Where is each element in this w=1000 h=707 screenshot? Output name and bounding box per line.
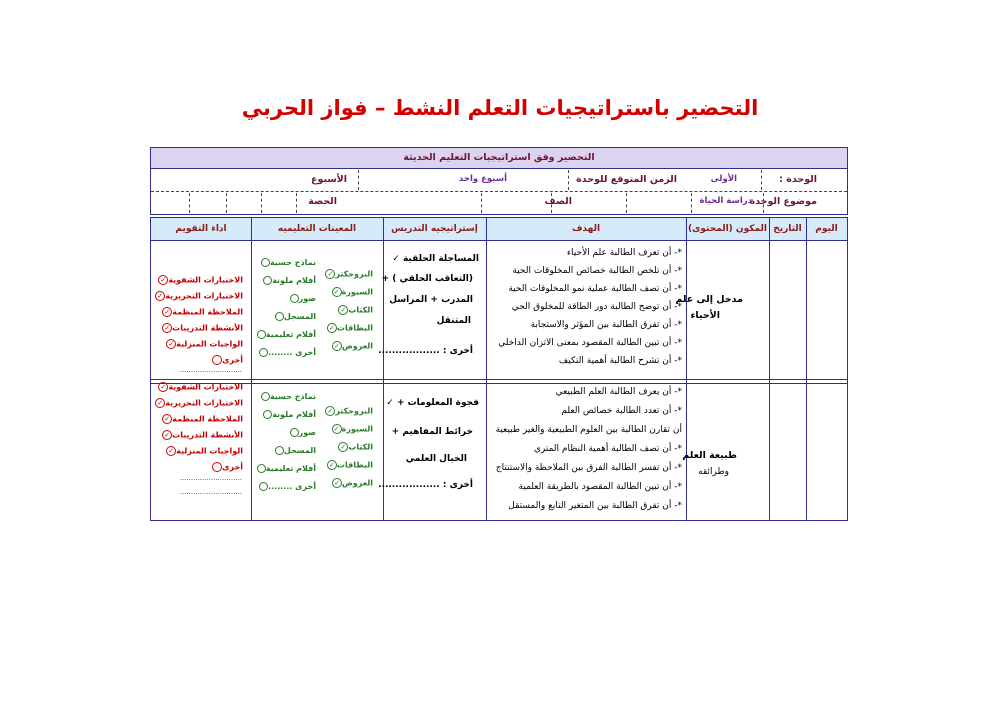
unit-value: الأولى (710, 174, 737, 184)
separator (481, 193, 482, 213)
goal-item: *- أن تعرف الطالبة علم الأحياء (566, 248, 682, 258)
aid-item: البطاقات✓ (324, 460, 373, 470)
col-border (769, 218, 770, 520)
eval-dots: ............................ (179, 474, 242, 482)
lesson-plan-table (150, 217, 848, 521)
eval-item: الواجبات المنزلية✓ (163, 339, 243, 349)
eval-dots: ............................ (179, 488, 242, 496)
separator (568, 170, 569, 190)
row-border (151, 383, 847, 384)
banner: التحضير وفق استراتيجيات التعليم الحديثة (151, 148, 847, 169)
unit-info-box (150, 147, 848, 215)
unit-label: الوحدة : (779, 174, 817, 185)
col-border (486, 218, 487, 520)
aid-item: السبورة✓ (329, 287, 374, 297)
separator (691, 193, 692, 213)
aid-item: أخرى ........ (256, 348, 316, 357)
col-evaluation: اداء التقويم (151, 218, 251, 241)
aid-item: البطاقات✓ (324, 323, 373, 333)
col-component: المكون (المحتوى) (686, 218, 769, 241)
separator (226, 193, 227, 213)
aid-item: السبورة✓ (329, 424, 374, 434)
aid-item: صور (287, 428, 316, 437)
eval-item: الأنشطة التدريبات✓ (159, 430, 243, 440)
aid-item: المسجل (272, 446, 316, 455)
goal-item: *- أن تعدد الطالبة خصائص العلم (561, 406, 682, 416)
component-text: مدخل إلى علم (675, 294, 743, 305)
separator (358, 170, 359, 190)
goal-item: *- أن تشرح الطالبة أهمية التكيف (558, 356, 682, 366)
separator (296, 193, 297, 213)
component-text: وطرائقه (698, 467, 729, 477)
aid-item: أفلام ملونة (260, 276, 316, 285)
col-border (251, 218, 252, 520)
aid-item: أفلام تعليمية (254, 330, 316, 339)
aid-item: نماذج حسية (258, 258, 316, 267)
aid-item: نماذج حسية (258, 392, 316, 401)
separator (763, 193, 764, 213)
separator (761, 170, 762, 190)
topic-label: موضوع الوحدة (749, 196, 817, 207)
separator (626, 193, 627, 213)
aid-item: صور (287, 294, 316, 303)
eval-item: الاختبارات الشفوية✓ (155, 382, 243, 392)
aid-item: المسجل (272, 312, 316, 321)
page-title: التحضير باستراتيجيات التعلم النشط – فواز الحربي (241, 96, 759, 120)
strategy-other: أخرى : .................. (378, 346, 473, 356)
goal-item: *- أن تصف الطالبة عملية نمو المخلوقات الحية (508, 284, 682, 294)
eval-item: الاختبارات التحريرية✓ (152, 291, 243, 301)
goal-item: *- أن تفرق الطالبة بين المتغير التابع والمستقل (508, 501, 682, 511)
goal-item: *- أن تبين الطالبة المقصود بالطريقة العلمية (518, 482, 682, 492)
strategy-line: المتنقل (436, 316, 471, 326)
aid-item: الكتاب✓ (335, 305, 373, 315)
strategy-line: فجوة المعلومات + ✓ (386, 398, 479, 408)
strategy-line: المساجلة الحلقية ✓ (392, 254, 479, 264)
strategy-line: خرائط المفاهيم + (391, 427, 473, 437)
eval-item: أخرى (209, 355, 243, 365)
goal-item: *- أن توضح الطالبة دور الطاقة للمخلوق الحي (511, 302, 682, 312)
goal-item: *- أن يعرف الطالبة العلم الطبيعي (555, 387, 682, 397)
aid-item: الكتاب✓ (335, 442, 373, 452)
goal-item: *- أن تلخص الطالبة خصائص المخلوقات الحية (512, 266, 682, 276)
eval-item: الاختبارات الشفوية✓ (155, 275, 243, 285)
col-goal: الهدف (486, 218, 686, 241)
col-date: التاريخ (769, 218, 806, 241)
eval-dots: ............................ (179, 366, 242, 374)
col-aids: المعينات التعليميه (251, 218, 383, 241)
goal-item: *- أن تفرق الطالبة بين المؤثر والاستجابة (530, 320, 682, 330)
eval-item: الاختبارات التحريرية✓ (152, 398, 243, 408)
strategy-line: المدرب + المراسل (389, 295, 473, 305)
aid-item: أخرى ........ (256, 482, 316, 491)
goal-item: *- أن تفسر الطالبة الفرق بين الملاحظة والاستنتاج (495, 463, 682, 473)
aid-item: العروض✓ (329, 478, 373, 488)
separator (189, 193, 190, 213)
time-label: الزمن المتوقع للوحدة (576, 174, 677, 185)
aid-item: أفلام تعليمية (254, 464, 316, 473)
goal-item: *- أن تصف الطالبة أهمية النظام المتري (533, 444, 682, 454)
strategy-line: الخيال العلمي (405, 454, 467, 464)
eval-item: الأنشطة التدريبات✓ (159, 323, 243, 333)
component-text: الأحياء (690, 310, 720, 321)
time-value: أسبوع واحد (458, 174, 507, 184)
strategy-other: أخرى : .................. (378, 480, 473, 490)
goal-item: *- أن تبين الطالبة المقصود بمعنى الاتزان الداخلي (498, 338, 682, 348)
separator (261, 193, 262, 213)
aid-item: أفلام ملونة (260, 410, 316, 419)
eval-item: الملاحظة المنظمة✓ (159, 414, 243, 424)
component-text: طبيعة العلم (682, 450, 737, 461)
col-day: اليوم (806, 218, 847, 241)
period-label: الحصة (308, 196, 337, 207)
eval-item: أخرى (209, 462, 243, 472)
class-label: الصف (544, 196, 572, 207)
aid-item: العروض✓ (329, 341, 373, 351)
col-border (686, 218, 687, 520)
topic-value: دراسة الحياة (699, 196, 752, 206)
strategy-line: (التعاقب الحلقي ) + (381, 274, 473, 284)
separator (551, 193, 552, 213)
row-border (151, 379, 847, 380)
eval-item: الملاحظة المنظمة✓ (159, 307, 243, 317)
aid-item: البروجكتر✓ (322, 269, 373, 279)
col-border (383, 218, 384, 520)
aid-item: البروجكتر✓ (322, 406, 373, 416)
eval-item: الواجبات المنزلية✓ (163, 446, 243, 456)
week-label: الأسبوع (311, 174, 347, 185)
col-border (806, 218, 807, 520)
divider (151, 191, 847, 192)
col-strategy: إستراتيجيه التدريس (383, 218, 486, 241)
goal-item: أن تقارن الطالبة بين العلوم الطبيعية والغير طبيعية (495, 425, 682, 435)
